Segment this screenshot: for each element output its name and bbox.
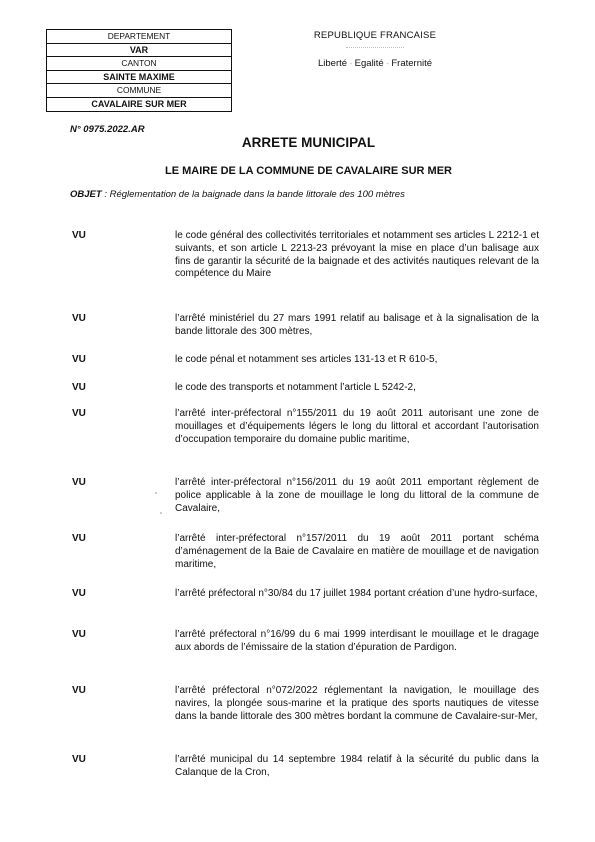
vu-label: VU	[72, 588, 86, 599]
administrative-header-table	[46, 29, 232, 112]
vu-label: VU	[72, 382, 86, 393]
page-subtitle: LE MAIRE DE LA COMMUNE DE CAVALAIRE SUR MER	[164, 165, 453, 177]
admin-department-value: VAR	[47, 43, 232, 57]
admin-commune-value: CAVALAIRE SUR MER	[47, 97, 232, 111]
scan-speck	[160, 512, 162, 514]
republic-motto	[300, 58, 450, 69]
consideration-text: l’arrêté préfectoral n°30/84 du 17 juillet 1984 portant création d’une hydro-surface,	[175, 588, 538, 599]
republic-title: REPUBLIQUE FRANCAISE	[313, 30, 437, 41]
vu-label: VU	[72, 754, 86, 765]
motto-liberte: Liberté	[317, 58, 348, 69]
admin-department-label: DEPARTEMENT	[47, 30, 232, 44]
vu-label: VU	[72, 230, 86, 241]
vu-label: VU	[72, 354, 86, 365]
consideration-text: l’arrêté municipal du 14 septembre 1984 relatif à la sécurité du public dans la Calanque de la Cron,	[175, 754, 539, 778]
admin-canton-value: SAINTE MAXIME	[47, 70, 232, 84]
page-title: ARRETE MUNICIPAL	[241, 135, 376, 150]
decree-reference: N° 0975.2022.AR	[70, 124, 145, 135]
vu-label: VU	[72, 685, 86, 696]
objet-text: : Réglementation de la baignade dans la bande littorale des 100 mètres	[101, 189, 405, 200]
vu-label: VU	[72, 533, 86, 544]
motto-egalite: Egalité	[354, 58, 384, 69]
republic-header	[300, 30, 450, 69]
consideration-text: l’arrêté inter-préfectoral n°155/2011 du 19 août 2011 autorisant une zone de mouillages et d’équipements légers le long du littoral et accordant l’autorisation d’occupation temporaire du domaine public maritime,	[175, 408, 539, 445]
consideration-text: l’arrêté préfectoral n°16/99 du 6 mai 1999 interdisant le mouillage et le dragage aux abords de l’émissaire de la station d’épuration de Pardigon.	[175, 629, 539, 653]
consideration-text: l’arrêté ministériel du 27 mars 1991 relatif au balisage et à la signalisation de la bande littorale des 300 mètres,	[175, 313, 539, 337]
consideration-text: l’arrêté préfectoral n°072/2022 réglementant la navigation, le mouillage des navires, la plongée sous-marine et la pratique des sports nautiques de vitesse dans la bande littorale des 300 mètres bordant la commune de Cavalaire-sur-Mer,	[175, 685, 539, 722]
divider	[346, 47, 404, 48]
objet-line	[70, 189, 405, 200]
consideration-text: le code des transports et notamment l’article L 5242-2,	[175, 382, 416, 393]
vu-label: VU	[72, 477, 86, 488]
consideration-text: l’arrêté inter-préfectoral n°156/2011 du 19 août 2011 emportant règlement de police applicable à la zone de mouillage le long du littoral de la commune de Cavalaire,	[175, 477, 539, 514]
vu-label: VU	[72, 629, 86, 640]
admin-canton-label: CANTON	[47, 57, 232, 71]
vu-label: VU	[72, 408, 86, 419]
motto-separator: -	[349, 61, 353, 68]
consideration-text: le code général des collectivités territoriales et notamment ses articles L 2212-1 et suivants, et son article L 2213-23 prévoyant la mise en place d’un balisage aux fins de garantir la sécurité de la baignade et des activités nautiques relevant de la compétence du Maire	[175, 230, 539, 280]
consideration-text: le code pénal et notamment ses articles 131-13 et R 610-5,	[175, 354, 438, 365]
scan-speck	[155, 492, 157, 494]
vu-label: VU	[72, 313, 86, 324]
objet-label: OBJET	[70, 189, 102, 200]
motto-separator: -	[386, 61, 389, 68]
admin-commune-label: COMMUNE	[47, 84, 232, 98]
consideration-text: l’arrêté inter-préfectoral n°157/2011 du 19 août 2011 portant schéma d’aménagement de la Baie de Cavalaire en matière de mouillage et de navigation maritime,	[175, 533, 539, 570]
motto-fraternite: Fraternité	[391, 58, 433, 69]
